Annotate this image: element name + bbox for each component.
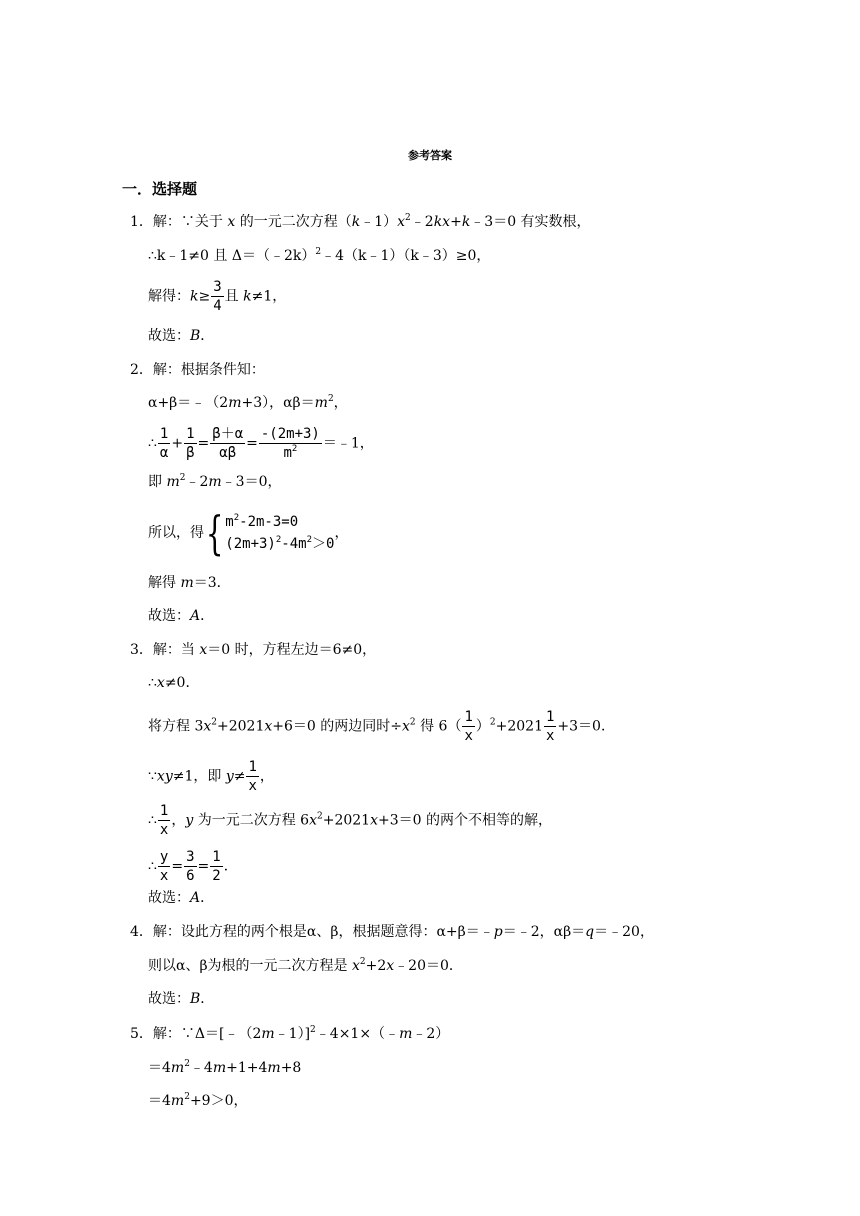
- q2-line1: 2．解：根据条件知：: [130, 362, 265, 378]
- fraction-three-quarters: $\frac{3}{4}$: [213, 279, 222, 314]
- fraction-3-over-6: $\frac{3}{6}$: [186, 849, 195, 884]
- q5-line1: 5．解：∵Δ＝[﹣（2m﹣1）]$^2$﹣4×1×（﹣m﹣2）: [130, 1025, 450, 1042]
- page-title: 参考答案: [408, 149, 452, 162]
- fraction-neg-over-m2: $\frac{-(2m+3)}{m^2}$: [260, 426, 320, 461]
- q3-line4: ∵xy≠1，即 y≠ $\frac{1}{x}$ ，: [148, 759, 274, 794]
- left-brace: {: [205, 506, 224, 560]
- q4-line2: 则以α、β为根的一元二次方程是 $x^2+2x﹣20=0$．: [148, 957, 463, 974]
- q3-line6: ∴ $\frac{y}{x}$ = $\frac{3}{6}$ = $\frac{1}{2}$ ．: [148, 849, 238, 884]
- equation-system: $m^2-2m-3=0$ $(2m+3)^2-4m^2>0$: [225, 513, 335, 552]
- q3-line3: 将方程 $3x^2+2021x+6=0$ 的两边同时$\div x^2$ 得 6（ $\frac{1}{x}$ ）$^2$+2021 $\frac{1}{x}$ +3＝0．: [148, 709, 615, 744]
- q3-line5: ∴ $\frac{1}{x}$ ，y 为一元二次方程 $6x^2+2021x+3=0$ 的两个不相等的解，: [148, 803, 552, 838]
- fraction-1-over-x: $\frac{1}{x}$: [248, 759, 257, 794]
- fraction-1-over-x: $\frac{1}{x}$: [464, 709, 473, 744]
- q1-answer: 故选：B．: [148, 328, 215, 344]
- q2-line2: α+β＝﹣（2m+3），$\alpha\beta=m^2$，: [148, 394, 348, 411]
- q2-line5: 所以，得{ $m^2-2m-3=0$ $(2m+3)^2-4m^2>0$ ，: [148, 506, 349, 560]
- q3-line1: 3．解：当 x＝0 时，方程左边＝6≠0，: [130, 642, 377, 658]
- q3-answer: 故选：A．: [148, 890, 215, 906]
- fraction-1-over-x: $\frac{1}{x}$: [159, 803, 169, 838]
- q2-line6: 解得 m＝3．: [148, 575, 231, 591]
- fraction-1-over-alpha: $\frac{1}{\alpha}$: [159, 426, 169, 461]
- q1-line3: 解得：k≥ $\frac{3}{4}$ 且 k≠1，: [148, 279, 287, 314]
- q2-line3: ∴ $\frac{1}{\alpha}$ + $\frac{1}{\beta}$ = $\frac{\beta+\alpha}{\alpha\beta}$ = $\frac{-(2m+3)}{m^2}$ ＝﹣1，: [148, 426, 374, 461]
- q2-answer: 故选：A．: [148, 608, 215, 624]
- q5-line2: $=4m^2﹣4m+1+4m+8$: [148, 1059, 302, 1076]
- fraction-1-over-2: $\frac{1}{2}$: [212, 849, 221, 884]
- fraction-y-over-x: $\frac{y}{x}$: [159, 849, 169, 884]
- q1-line2: ∴k﹣1≠0 且 Δ＝（﹣2k）$^2$﹣4（k﹣1）（k﹣3）≥0，: [148, 247, 491, 264]
- q4-line1: 4．解：设此方程的两个根是α、β，根据题意得：α+β＝﹣p＝﹣2，αβ＝q＝﹣20，: [130, 924, 654, 940]
- fraction-1-over-x: $\frac{1}{x}$: [545, 709, 555, 744]
- q2-line4: 即 $m^2﹣2m﹣3=0$，: [148, 473, 282, 490]
- q4-answer: 故选：B．: [148, 991, 215, 1007]
- q3-line2: ∴x≠0．: [148, 675, 200, 691]
- section-heading: 一．选择题: [122, 180, 198, 198]
- q5-line3: $=4m^2+9>0$，: [148, 1092, 248, 1109]
- fraction-sum-over-product: $\frac{\beta+\alpha}{\alpha\beta}$: [212, 426, 244, 461]
- q1-line1: 1．解：∵关于 x 的一元二次方程$(k﹣1)x^2﹣2kx+k﹣3=0$ 有实数根，: [130, 213, 591, 230]
- fraction-1-over-beta: $\frac{1}{\beta}$: [186, 426, 195, 461]
